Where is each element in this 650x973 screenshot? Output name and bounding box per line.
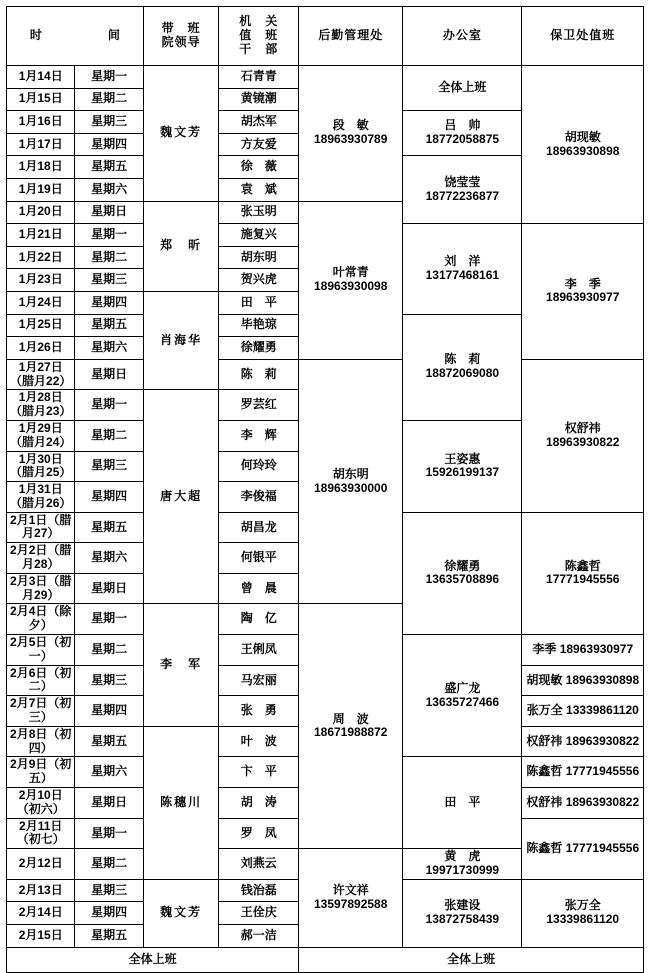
header-logistics: 后勤管理处 [299, 7, 403, 66]
cell-weekday: 星期五 [75, 925, 143, 948]
cell-date: 2月13日 [7, 879, 75, 902]
guard-phone: 17771945556 [546, 572, 620, 587]
cell-cadre: 胡东明 [219, 246, 299, 269]
cell-weekday: 星期日 [75, 359, 143, 390]
table-header [7, 7, 644, 66]
cell-office [403, 512, 522, 634]
cell-date: 2月7日（初三） [7, 696, 75, 727]
guard-phone: 18963930898 [546, 143, 620, 158]
table-footer [7, 947, 644, 972]
cell-weekday: 星期四 [75, 133, 143, 156]
cell-cadre: 陶 亿 [219, 604, 299, 635]
header-cadre-line3: 干 部 [239, 41, 279, 56]
cell-guard [522, 818, 644, 879]
office-name: 徐耀勇 [444, 558, 481, 573]
cell-leader: 唐大超 [143, 390, 219, 604]
cell-date: 1月14日 [7, 66, 75, 89]
office-name: 黄 虎 [444, 849, 481, 864]
header-cadre-line1: 机 关 [239, 14, 279, 29]
cell-date: 1月31日（腊月26） [7, 482, 75, 513]
guard-phone: 18963930977 [559, 641, 634, 656]
cell-date: 2月14日 [7, 902, 75, 925]
guard-phone: 18963930977 [546, 290, 620, 305]
table-body [7, 66, 644, 948]
guard-phone: 17771945556 [565, 840, 640, 855]
cell-leader: 魏文芳 [143, 879, 219, 947]
cell-weekday: 星期五 [75, 512, 143, 543]
office-name: 张建设 [444, 898, 481, 913]
guard-name: 张万全 [526, 703, 563, 718]
cell-cadre: 田 平 [219, 291, 299, 314]
header-guard: 保卫处值班 [522, 7, 644, 66]
cell-cadre: 曾 晨 [219, 573, 299, 604]
cell-guard [522, 788, 644, 819]
cell-date: 2月9日（初五） [7, 757, 75, 788]
cell-weekday: 星期四 [75, 696, 143, 727]
guard-name: 陈鑫哲 [564, 558, 601, 573]
cell-date: 2月10日（初六） [7, 788, 75, 819]
cell-office [403, 849, 522, 880]
cell-date: 2月11日（初七） [7, 818, 75, 849]
office-name: 田 平 [444, 794, 481, 809]
office-name: 刘 洋 [444, 254, 481, 269]
cell-cadre: 王俐凤 [219, 635, 299, 666]
cell-date: 1月29日（腊月24） [7, 420, 75, 451]
cell-weekday: 星期四 [75, 291, 143, 314]
cell-weekday: 星期四 [75, 902, 143, 925]
header-leader-line1: 带 班 [161, 21, 201, 36]
cell-weekday: 星期三 [75, 111, 143, 134]
guard-name: 陈鑫哲 [526, 764, 563, 779]
cell-date: 2月15日 [7, 925, 75, 948]
cell-leader: 郑 昕 [143, 201, 219, 291]
guard-name: 陈鑫哲 [526, 840, 563, 855]
guard-phone: 17771945556 [565, 764, 640, 779]
cell-cadre: 马宏丽 [219, 665, 299, 696]
cell-cadre: 刘燕云 [219, 849, 299, 880]
cell-cadre: 罗芸红 [219, 390, 299, 421]
logistics-phone: 13597892588 [313, 896, 388, 911]
cell-date: 2月1日（腊月27） [7, 512, 75, 543]
guard-entry [523, 765, 642, 779]
office-name: 陈 莉 [444, 352, 481, 367]
footer-right: 全体上班 [299, 947, 644, 972]
guard-phone: 13339861120 [546, 912, 620, 927]
cell-date: 1月26日 [7, 337, 75, 360]
cell-cadre: 陈 莉 [219, 359, 299, 390]
guard-name: 权舒祎 [526, 794, 563, 809]
cell-cadre: 叶 波 [219, 726, 299, 757]
cell-cadre: 李俊福 [219, 482, 299, 513]
cell-date: 1月23日 [7, 269, 75, 292]
logistics-name: 段 敏 [332, 118, 369, 133]
header-cadre [219, 7, 299, 66]
guard-name: 张万全 [564, 898, 601, 913]
cell-weekday: 星期六 [75, 543, 143, 574]
cell-cadre: 胡昌龙 [219, 512, 299, 543]
cell-weekday: 星期二 [75, 635, 143, 666]
cell-guard [522, 512, 644, 634]
logistics-name: 周 波 [332, 711, 369, 726]
footer-left: 全体上班 [7, 947, 299, 972]
cell-cadre: 卞 平 [219, 757, 299, 788]
cell-logistics [299, 604, 403, 849]
cell-date: 1月17日 [7, 133, 75, 156]
cell-cadre: 张玉明 [219, 201, 299, 224]
cell-date: 2月8日（初四） [7, 726, 75, 757]
logistics-phone: 18963930098 [313, 279, 388, 294]
cell-logistics [299, 849, 403, 947]
logistics-phone: 18671988872 [313, 725, 388, 740]
cell-cadre: 胡杰军 [219, 111, 299, 134]
guard-name: 李 季 [564, 276, 601, 291]
header-office: 办公室 [403, 7, 522, 66]
header-row [7, 7, 644, 66]
cell-date: 2月6日（初二） [7, 665, 75, 696]
office-phone: 13635708896 [425, 572, 500, 587]
cell-weekday: 星期二 [75, 420, 143, 451]
guard-entry [523, 842, 642, 856]
guard-entry [523, 704, 642, 718]
cell-leader: 魏文芳 [143, 66, 219, 202]
cell-weekday: 星期一 [75, 818, 143, 849]
header-leader [143, 7, 219, 66]
cell-cadre: 徐耀勇 [219, 337, 299, 360]
logistics-name: 许文祥 [332, 883, 369, 898]
cell-office [403, 314, 522, 420]
office-name: 王姿惠 [444, 451, 481, 466]
guard-phone: 18963930898 [565, 672, 640, 687]
office-phone: 13177468161 [425, 267, 500, 282]
cell-weekday: 星期六 [75, 337, 143, 360]
cell-office [403, 757, 522, 849]
cell-office [403, 224, 522, 314]
cell-office [403, 111, 522, 156]
cell-date: 1月27日（腊月22） [7, 359, 75, 390]
cell-weekday: 星期四 [75, 482, 143, 513]
cell-guard [522, 757, 644, 788]
logistics-name: 叶常青 [332, 265, 369, 280]
cell-date: 1月22日 [7, 246, 75, 269]
cell-date: 1月30日（腊月25） [7, 451, 75, 482]
duty-table [6, 6, 644, 973]
guard-name: 李季 [532, 641, 557, 656]
cell-weekday: 星期三 [75, 451, 143, 482]
cell-cadre: 施复兴 [219, 224, 299, 247]
logistics-phone: 18963930789 [313, 132, 388, 147]
cell-cadre: 何银平 [219, 543, 299, 574]
cell-date: 2月5日（初一） [7, 635, 75, 666]
cell-guard [522, 359, 644, 512]
header-cadre-line2: 值 班 [239, 28, 279, 43]
cell-weekday: 星期二 [75, 849, 143, 880]
guard-name: 胡现敏 [526, 672, 563, 687]
cell-leader: 李 军 [143, 604, 219, 726]
office-phone: 19971730999 [425, 863, 500, 878]
office-phone: 15926199137 [425, 465, 500, 480]
cell-cadre: 徐 薇 [219, 156, 299, 179]
cell-guard [522, 879, 644, 947]
cell-date: 1月21日 [7, 224, 75, 247]
cell-weekday: 星期日 [75, 573, 143, 604]
cell-guard [522, 635, 644, 666]
cell-date: 1月19日 [7, 178, 75, 201]
cell-cadre: 张 勇 [219, 696, 299, 727]
cell-date: 2月2日（腊月28） [7, 543, 75, 574]
cell-leader: 陈穗川 [143, 726, 219, 879]
cell-date: 2月4日（除夕） [7, 604, 75, 635]
guard-entry [523, 796, 642, 810]
cell-date: 1月20日 [7, 201, 75, 224]
guard-entry [523, 643, 642, 657]
guard-phone: 18963930822 [565, 794, 640, 809]
cell-leader: 肖海华 [143, 291, 219, 389]
cell-logistics [299, 201, 403, 359]
cell-weekday: 星期五 [75, 726, 143, 757]
cell-cadre: 李 辉 [219, 420, 299, 451]
cell-logistics [299, 66, 403, 202]
cell-office [403, 420, 522, 512]
guard-phone: 18963930822 [546, 434, 620, 449]
cell-cadre: 石青青 [219, 66, 299, 89]
cell-date: 1月18日 [7, 156, 75, 179]
cell-guard [522, 726, 644, 757]
guard-name: 胡现敏 [564, 129, 601, 144]
cell-office [403, 879, 522, 947]
logistics-phone: 18963930000 [313, 480, 388, 495]
footer-row [7, 947, 644, 972]
cell-logistics [299, 359, 403, 604]
cell-cadre: 钱治磊 [219, 879, 299, 902]
office-phone: 18772236877 [425, 188, 500, 203]
cell-weekday: 星期五 [75, 156, 143, 179]
cell-weekday: 星期六 [75, 178, 143, 201]
cell-guard [522, 224, 644, 360]
office-phone: 13872758439 [425, 912, 500, 927]
guard-phone: 18963930822 [565, 733, 640, 748]
cell-date: 1月28日（腊月23） [7, 390, 75, 421]
cell-date: 1月24日 [7, 291, 75, 314]
office-phone: 13635727466 [425, 694, 500, 709]
header-time: 时 间 [7, 7, 144, 66]
cell-date: 2月3日（腊月29） [7, 573, 75, 604]
cell-cadre: 罗 凤 [219, 818, 299, 849]
cell-office [403, 156, 522, 224]
cell-weekday: 星期三 [75, 879, 143, 902]
cell-weekday: 星期日 [75, 201, 143, 224]
cell-cadre: 何玲玲 [219, 451, 299, 482]
header-leader-line2: 院领导 [161, 35, 201, 49]
guard-entry [523, 674, 642, 688]
cell-weekday: 星期五 [75, 314, 143, 337]
cell-date: 1月15日 [7, 88, 75, 111]
office-name: 盛广龙 [444, 680, 481, 695]
office-name: 全体上班 [438, 80, 487, 95]
office-phone: 18872069080 [425, 366, 500, 381]
cell-cadre: 贺兴虎 [219, 269, 299, 292]
cell-guard [522, 696, 644, 727]
office-name: 吕 帅 [444, 118, 481, 133]
cell-weekday: 星期二 [75, 88, 143, 111]
cell-guard [522, 66, 644, 224]
cell-weekday: 星期一 [75, 390, 143, 421]
cell-cadre: 方友爱 [219, 133, 299, 156]
table-row [7, 66, 644, 89]
cell-guard [522, 665, 644, 696]
office-name: 饶莹莹 [444, 174, 481, 189]
cell-weekday: 星期一 [75, 604, 143, 635]
table-row [7, 359, 644, 390]
cell-weekday: 星期日 [75, 788, 143, 819]
guard-name: 权舒祎 [564, 420, 601, 435]
guard-name: 权舒祎 [526, 733, 563, 748]
cell-office [403, 66, 522, 111]
office-phone: 18772058875 [425, 132, 500, 147]
cell-cadre: 毕艳琼 [219, 314, 299, 337]
cell-weekday: 星期六 [75, 757, 143, 788]
cell-weekday: 星期一 [75, 66, 143, 89]
cell-weekday: 星期二 [75, 246, 143, 269]
cell-weekday: 星期一 [75, 224, 143, 247]
cell-date: 1月25日 [7, 314, 75, 337]
cell-cadre: 胡 涛 [219, 788, 299, 819]
cell-cadre: 郝一洁 [219, 925, 299, 948]
logistics-name: 胡东明 [332, 466, 369, 481]
cell-date: 2月12日 [7, 849, 75, 880]
cell-weekday: 星期三 [75, 665, 143, 696]
cell-cadre: 黄镜潮 [219, 88, 299, 111]
cell-weekday: 星期三 [75, 269, 143, 292]
cell-date: 1月16日 [7, 111, 75, 134]
cell-cadre: 袁 斌 [219, 178, 299, 201]
guard-entry [523, 735, 642, 749]
cell-cadre: 王佺庆 [219, 902, 299, 925]
guard-phone: 13339861120 [566, 703, 639, 718]
